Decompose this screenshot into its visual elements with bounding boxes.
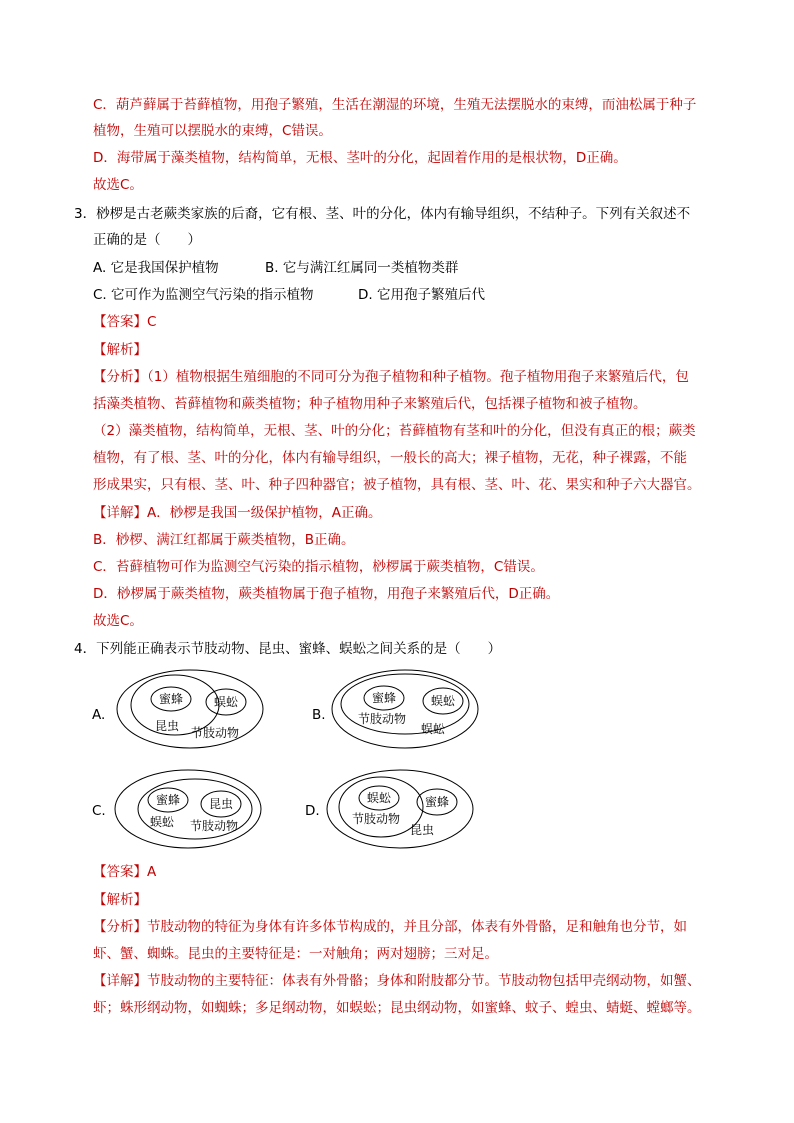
q4-stem: 4．下列能正确表示节肢动物、昆虫、蜜蜂、蜈蚣之间关系的是（ ） xyxy=(74,641,502,657)
q4-xiangjie-line1 xyxy=(93,971,701,991)
q4-b-inner1-text: 蜜蜂 xyxy=(371,691,397,705)
q4-b-mid-text: 节肢动物 xyxy=(357,712,407,726)
q3-fenxi-line4: 植物，有了根、茎、叶的分化，体内有输导组织，一般长的高大；裸子植物，无花，种子裸露，不能 xyxy=(93,450,687,466)
q3-option-a: A. 它是我国保护植物 xyxy=(93,260,219,276)
q3-xiangjie-b: B．桫椤、满江红都属于蕨类植物，B正确。 xyxy=(93,532,355,548)
q3-answer-value: C xyxy=(147,314,157,330)
q4-diagram-d-label: D. xyxy=(305,803,320,819)
prev-conclusion: 故选C。 xyxy=(93,177,143,193)
q3-fenxi-line2: 括藻类植物、苔藓植物和蕨类植物；种子植物用种子来繁殖后代，包括裸子植物和被子植物。 xyxy=(93,396,647,412)
q3-analysis-tag: 【解析】 xyxy=(93,342,147,358)
q4-a-outer-text: 节肢动物 xyxy=(190,726,240,740)
q4-a-mid-text: 昆虫 xyxy=(154,719,180,733)
q3-xiangjie-d: D．桫椤属于蕨类植物，蕨类植物属于孢子植物，用孢子来繁殖后代，D正确。 xyxy=(93,586,560,602)
prev-option-c-line1: C．葫芦藓属于苔藓植物，用孢子繁殖，生活在潮湿的环境，生殖无法摆脱水的束缚，而油松属于种子 xyxy=(93,97,697,113)
q3-fenxi-line5: 形成果实，只有根、茎、叶、种子四种器官；被子植物，具有根、茎、叶、花、果实和种子六大器官。 xyxy=(93,477,701,493)
q4-diagram-a xyxy=(115,668,265,750)
q4-a-inner2-text: 蜈蚣 xyxy=(213,695,239,709)
q3-xiangjie-a-text: A．桫椤是我国一级保护植物，A正确。 xyxy=(147,505,382,521)
q4-diagram-b xyxy=(330,668,480,750)
q4-diagram-d xyxy=(326,768,476,850)
q3-fenxi-tag: 【分析】 xyxy=(93,369,147,385)
q3-option-d: D. 它用孢子繁殖后代 xyxy=(358,287,485,303)
q4-a-inner1-text: 蜜蜂 xyxy=(158,692,184,706)
q3-xiangjie-tag: 【详解】 xyxy=(93,505,147,521)
q4-d-mid-text: 节肢动物 xyxy=(351,812,401,826)
q3-option-c: C. 它可作为监测空气污染的指示植物 xyxy=(93,287,314,303)
q3-xiangjie-c: C．苔藓植物可作为监测空气污染的指示植物，桫椤属于蕨类植物，C错误。 xyxy=(93,559,544,575)
q4-xiangjie-tag: 【详解】 xyxy=(93,973,147,989)
q4-b-inner2-text: 蜈蚣 xyxy=(430,694,456,708)
q4-answer-tag: 【答案】 xyxy=(93,864,147,880)
q4-xiangjie-text1: 节肢动物的主要特征：体表有外骨骼；身体和附肢都分节。节肢动物包括甲壳纲动物，如蟹、 xyxy=(147,973,701,989)
prev-option-d: D．海带属于藻类植物，结构简单，无根、茎叶的分化，起固着作用的是根状物，D正确。 xyxy=(93,150,627,166)
q3-fenxi-text1: （1）植物根据生殖细胞的不同可分为孢子植物和种子植物。孢子植物用孢子来繁殖后代，包 xyxy=(147,369,689,385)
q4-c-inner2-text: 昆虫 xyxy=(208,797,234,811)
q4-analysis-tag: 【解析】 xyxy=(93,892,147,908)
q4-fenxi-text1: 节肢动物的特征为身体有许多体节构成的，并且分部，体表有外骨骼，足和触角也分节，如 xyxy=(147,919,687,935)
q3-stem-line2: 正确的是（ ） xyxy=(93,232,201,248)
prev-option-c-line2: 植物，生殖可以摆脱水的束缚，C错误。 xyxy=(93,123,332,139)
q4-xiangjie-line2: 虾；蛛形纲动物，如蜘蛛；多足纲动物，如蜈蚣；昆虫纲动物，如蜜蜂、蚊子、蝗虫、蜻蜓、螳螂等。 xyxy=(93,1000,701,1016)
q4-fenxi-tag: 【分析】 xyxy=(93,919,147,935)
q4-fenxi-line1 xyxy=(93,917,687,937)
q3-option-b: B. 它与满江红属同一类植物类群 xyxy=(265,260,459,276)
q3-fenxi-line1 xyxy=(93,367,689,387)
q3-xiangjie-a xyxy=(93,503,381,523)
q3-answer xyxy=(93,312,156,332)
q4-diagram-c-label: C. xyxy=(92,803,106,819)
q4-answer xyxy=(93,862,156,882)
q4-diagram-c xyxy=(112,768,262,850)
q4-c-outer-text: 节肢动物 xyxy=(189,819,239,833)
q4-b-outer-text: 蜈蚣 xyxy=(420,722,446,736)
q3-conclusion: 故选C。 xyxy=(93,613,143,629)
q4-c-inner1-text: 蜜蜂 xyxy=(155,793,181,807)
q3-fenxi-line3: （2）藻类植物，结构简单，无根、茎、叶的分化；苔藓植物有茎和叶的分化，但没有真正的根；蕨类 xyxy=(93,423,696,439)
q4-diagram-a-label: A. xyxy=(92,707,106,723)
q4-c-mid-text: 蜈蚣 xyxy=(149,815,175,829)
q4-d-outer-text: 昆虫 xyxy=(409,823,435,837)
q4-diagram-b-label: B. xyxy=(312,707,326,723)
q4-d-inner2-text: 蜜蜂 xyxy=(424,795,450,809)
q4-fenxi-line2: 虾、蟹、蜘蛛。昆虫的主要特征是：一对触角；两对翅膀；三对足。 xyxy=(93,946,498,962)
q3-answer-tag: 【答案】 xyxy=(93,314,147,330)
q4-answer-value: A xyxy=(147,864,157,880)
q3-stem-line1: 3．桫椤是古老蕨类家族的后裔，它有根、茎、叶的分化，体内有输导组织，不结种子。下列有关叙述不 xyxy=(74,206,691,222)
q4-d-inner1-text: 蜈蚣 xyxy=(366,791,392,805)
